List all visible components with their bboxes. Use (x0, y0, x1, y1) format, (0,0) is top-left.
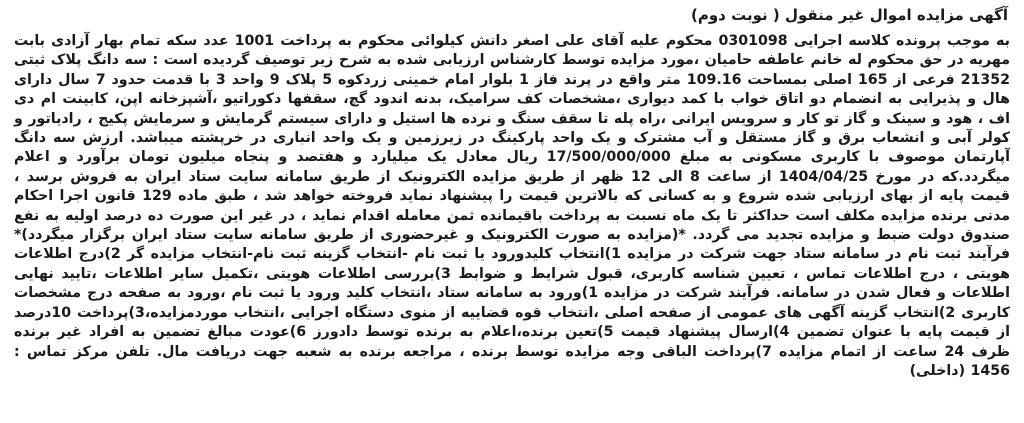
notice-title: آگهی مزایده اموال غیر منقول ( نوبت دوم) (691, 6, 1008, 24)
notice-body: به موجب پرونده کلاسه اجرایی 0301098 محکوم علیه آقای علی اصغر دانش کیلوائی محکوم به پرداخت 1001 عدد سکه تمام بهار آزادی بابت مهریه در حق محکوم له خانم عاطفه حامیان ،مورد مزایده توسط کارشناس ارزیابی شده به شرح زیر توصیف گردیده است : سه دانگ پلاک ثبتی 21352 فرعی از 165 اصلی بمساحت 109.16 متر واقع در پرند فاز 1 بلوار امام خمینی زردکوه 5 پلاک 9 واحد 3 با قدمت حدود 7 سال دارای هال و پذیرایی به انضمام دو اتاق خواب با کمد دیواری ،مشخصات کف سرامیک، بدنه اندود گچ، سقفها دکوراتیو ،آشپزخانه اپن، کابینت ام دی اف ، هود و سینک و گاز تو کار و سرویس ایرانی ،راه پله تا سقف سنگ و نرده ها استیل و دارای سیستم گرمایش و سرمایش پکیج ، رادیاتور و کولر آبی و انشعاب برق و گاز مستقل و آب مشترک و یک واحد پارکینگ در زیرزمین و یک واحد انباری در خرپشته میباشد. ارزش سه دانگ آپارتمان موصوف با کاربری مسکونی به مبلغ 17/500/000/000 ریال معادل یک میلیارد و هفتصد و پنجاه میلیون تومان برآورد و اعلام میگردد.که در مورخ 1404/04/25 از ساعت 8 الی 12 ظهر از طریق مزایده الکترونیک از طریق سامانه سایت ستاد ایران به فروش برسد ، قیمت پایه از بهای ارزیابی شده شروع و به کسانی که بالاترین قیمت را پیشنهاد نماید فروخته خواهد شد ، طبق ماده 129 قانون اجرا احکام مدنی برنده مزایده مکلف است حداکثر تا یک ماه نسبت به پرداخت باقیمانده ثمن معامله اقدام نماید ، در غیر این صورت ده درصد اولیه به نفع صندوق دولت ضبط و مزایده تجدید می گردد. *(مزایده به صورت الکترونیک و غیرحضوری از طریق سامانه سایت ستاد ایران برگزار میگردد)* فرآیند ثبت نام در سامانه ستاد جهت شرکت در مزایده 1)انتخاب کلیدورود یا ثبت نام -انتخاب گزینه ثبت نام-انتخاب مزایده گر 2)درج اطلاعات هویتی ، درج اطلاعات تماس ، تعیین شناسه کاربری، قبول شرایط و ضوابط 3)بررسی اطلاعات هویتی ،تکمیل سایر اطلاعات ،تایید نهایی اطلاعات و فعال شدن در سامانه. فرآیند شرکت در مزایده 1)ورود به سامانه ستاد ،انتخاب کلید ورود یا ثبت نام ،ورود به صفحه درج مشخصات کاربری 2)انتخاب گزینه آگهی های عمومی از صفحه اصلی ،انتخاب قوه قضاییه از منوی دستگاه اجرایی ،انتخاب موردمزایده،3)پرداخت 10درصد از قیمت پایه با عنوان تضمین 4)ارسال پیشنهاد قیمت 5)تعین برنده،اعلام به برنده توسط دادورز 6)عودت مبالغ تضمین به افراد غیر برنده ظرف 24 ساعت از اتمام مزایده 7)پرداخت الباقی وجه مزایده توسط برنده ، مراجعه برنده به شعبه جهت دریافت مال. تلفن مرکز تماس : 1456 (داخلی) (14, 33, 1011, 379)
